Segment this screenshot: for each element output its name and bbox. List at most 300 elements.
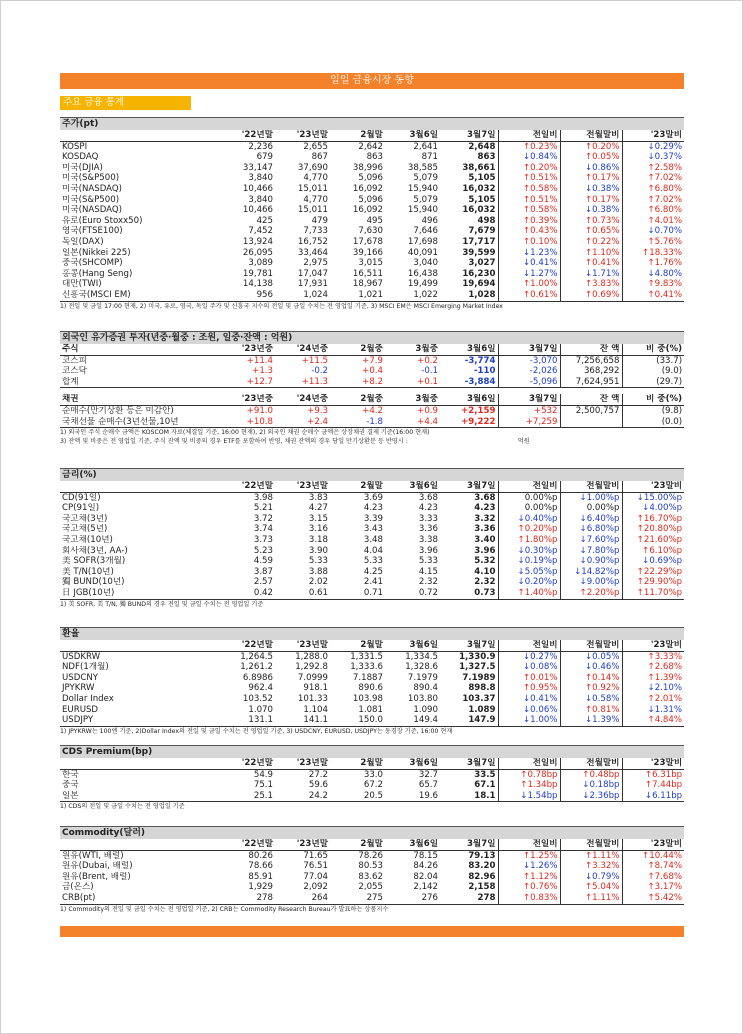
cell-value: 149.4 [385, 715, 440, 726]
cell-value: 150.0 [330, 715, 385, 726]
cell-value: 1,929 [248, 882, 273, 893]
cell-value: (0.0) [622, 417, 684, 428]
cell-value: 16,032 [462, 205, 496, 216]
column-header: '23년말 [275, 130, 330, 141]
cell-value: 276 [385, 893, 440, 904]
cell-value: ↓0.46% [560, 662, 622, 673]
column-header: 잔 액 [560, 344, 622, 355]
cell-value: 1,333.6 [350, 662, 383, 673]
cell-value: ↑1.80%p [498, 535, 560, 546]
row-label: 영국(FTSE100) [62, 226, 123, 237]
cell-value: 4.25 [363, 566, 383, 577]
cell-value: ↓0.79% [560, 872, 622, 883]
table-row [60, 216, 684, 227]
cell-value: ↓0.29% [622, 141, 684, 152]
table-row [60, 163, 684, 174]
row-label: 유로(Euro Stoxx50) [62, 215, 143, 226]
section-subtitle: 주요 금융 통계 [60, 96, 191, 110]
cell-value: -1.8 [330, 417, 385, 428]
cell-value: 2.41 [363, 577, 383, 588]
cell-value: 7,630 [358, 226, 383, 237]
cell-value: 19,781 [242, 268, 273, 279]
foreign-table [60, 331, 684, 428]
column-header [60, 839, 220, 850]
column-header: '22년말 [220, 481, 275, 492]
cell-value: 1,028 [440, 290, 498, 301]
cell-value: 278 [220, 893, 275, 904]
cell-value: 80.26 [248, 850, 273, 861]
cell-value: 1,264.5 [240, 651, 273, 662]
cell-value: 131.1 [220, 715, 275, 726]
column-header: 전일비 [498, 839, 560, 850]
table-row [60, 546, 684, 557]
cell-value: +8.2 [330, 377, 385, 388]
cell-value: 3.88 [308, 566, 328, 577]
cell-value: ↑0.95% [498, 683, 560, 694]
cell-value: 147.9 [440, 715, 498, 726]
cell-value: ↑10.44% [622, 850, 684, 861]
row-label: 원유(WTI, 배럴) [62, 850, 124, 861]
cell-value: 5,079 [413, 194, 438, 205]
table-row [60, 651, 684, 662]
column-header: '23년말 [275, 481, 330, 492]
row-label: 美 T/N(10년) [62, 566, 114, 577]
cell-value: 1,261.2 [240, 662, 273, 673]
cell-value: 1,021 [330, 290, 385, 301]
cell-value: ↑20.80%p [622, 524, 684, 535]
column-header: 2월말 [330, 640, 385, 651]
cell-value: ↑0.81% [560, 705, 622, 716]
cell-value: ↑0.05% [560, 152, 622, 163]
table-row [60, 355, 684, 366]
column-header: 전월말비 [560, 758, 622, 769]
row-label: 국고채(10년) [62, 534, 113, 545]
column-header [60, 640, 220, 651]
table-row [60, 861, 684, 872]
cell-value: 40,091 [407, 247, 438, 258]
cell-value: 6.8986 [242, 672, 273, 683]
cell-value: 15,011 [297, 205, 328, 216]
cell-value: 5.33 [363, 556, 383, 567]
cell-value: 10,466 [242, 205, 273, 216]
cell-value: ↑0.83% [498, 893, 560, 904]
cell-value: 1,331.5 [350, 651, 383, 662]
cell-value: ↓0.38% [560, 184, 622, 195]
cell-value: 4.23 [418, 503, 438, 514]
cell-value: 3.38 [418, 534, 438, 545]
row-label: 日 JGB(10년) [60, 588, 220, 599]
row-label: 국고채(5년) [62, 524, 108, 535]
row-label: 독일(DAX) [62, 236, 104, 247]
cell-value: 15,011 [297, 183, 328, 194]
cell-value: ↑1.11% [560, 850, 622, 861]
cell-value: 79.13 [468, 850, 496, 861]
cell-value: 1,334.5 [405, 651, 438, 662]
row-label: CD(91일) [62, 492, 101, 503]
cell-value: 39,599 [462, 247, 496, 258]
cell-value: ↓0.20%p [498, 577, 560, 588]
cell-value: ↑0.51% [498, 173, 560, 184]
cell-value: 0.42 [220, 588, 275, 599]
column-header: 비 중(%) [622, 344, 684, 355]
table-row [60, 503, 684, 514]
cell-value: 39,166 [352, 247, 383, 258]
cell-value: 3.96 [474, 545, 496, 556]
column-header: 전일비 [498, 130, 560, 141]
cell-value: ↑1.25% [498, 850, 560, 861]
row-label: CRB(pt) [60, 893, 220, 904]
cell-value: 54.9 [253, 769, 273, 780]
table-row [60, 290, 684, 301]
cell-value: +4.2 [362, 405, 383, 416]
cell-value: 3,027 [468, 258, 496, 269]
rates-table-container [60, 468, 684, 609]
cell-value: ↑1.00% [498, 279, 560, 290]
cell-value: ↓7.80%p [560, 546, 622, 557]
table-row [60, 269, 684, 280]
cell-value: -5,096 [498, 377, 560, 388]
cell-value: 7.1979 [407, 672, 438, 683]
cell-value: ↑2.68% [622, 662, 684, 673]
cell-value: ↓0.84% [498, 152, 560, 163]
cell-value: ↑11.70%p [622, 588, 684, 599]
cell-value: 17,698 [407, 236, 438, 247]
cds-section [60, 745, 684, 811]
cell-value: 5,079 [413, 173, 438, 184]
cell-value: ↑2.01% [622, 694, 684, 705]
cell-value: 82.96 [468, 871, 496, 882]
column-header: '22년말 [220, 839, 275, 850]
cell-value: 898.8 [468, 683, 496, 694]
stock-title: 주가(pt) [60, 118, 684, 131]
stock-table [60, 117, 684, 302]
cell-value: ↑0.76% [498, 882, 560, 893]
cell-value: ↑7.44bp [622, 780, 684, 791]
cell-value: +0.4 [362, 366, 383, 377]
row-label: 홍콩(Hang Seng) [62, 268, 133, 279]
cell-value: 3.98 [253, 492, 273, 503]
cell-value: ↑0.43% [498, 226, 560, 237]
cell-value: 890.4 [413, 683, 438, 694]
fx-title: 환율 [60, 628, 684, 641]
column-header: 2월말 [330, 758, 385, 769]
cell-value: ↓1.54bp [498, 791, 560, 802]
cell-value: ↑3.32% [560, 861, 622, 872]
cell-value: 3.32 [474, 513, 496, 524]
column-header: '23말비 [622, 640, 684, 651]
column-header: 2월말 [330, 839, 385, 850]
cell-value: 2,158 [468, 882, 496, 893]
cell-value: +11.4 [246, 355, 273, 366]
table-row [60, 694, 684, 705]
cell-value: ↑0.58% [498, 184, 560, 195]
cell-value: 17,931 [297, 279, 328, 290]
cell-value: ↓1.27% [498, 269, 560, 280]
cell-value: ↑2.58% [622, 163, 684, 174]
cell-value: 425 [256, 215, 273, 226]
bottom-bar [60, 926, 684, 937]
cell-value: ↓1.71% [560, 269, 622, 280]
cell-value: 275 [330, 893, 385, 904]
cell-value: ↑3.33% [622, 651, 684, 662]
cell-value: ↓7.60%p [560, 535, 622, 546]
cell-value: 3.72 [253, 513, 273, 524]
commodity-table [60, 826, 684, 905]
row-label: NDF(1개월) [62, 662, 109, 673]
cell-value: 7.0999 [297, 672, 328, 683]
cell-value: 85.91 [248, 871, 273, 882]
cell-value: ↓1.26% [498, 861, 560, 872]
table-row [60, 673, 684, 684]
cell-value: ↓6.40%p [560, 514, 622, 525]
table-row [60, 405, 684, 416]
footnote: 1) 美 SOFR, 美 T/N, 獨 BUND의 경우 전일 및 금일 수치는 전 영업일 기준 [60, 600, 264, 608]
footnote: 1) 전일 및 금일 17:00 현재, 2) 미국, 유로, 영국, 독일 주가 및 신흥국 지수의 전일 및 금일 수치는 전 영업일 기준, 3) MSCI EM은 MSCI Emerging Market Index [60, 302, 503, 310]
table-row [60, 567, 684, 578]
cell-value: ↑1.39% [622, 673, 684, 684]
column-header: 전일비 [498, 640, 560, 651]
table-row [60, 492, 684, 503]
column-header: '24년중 [275, 394, 330, 405]
cell-value: ↓0.08% [498, 662, 560, 673]
cell-value: 871 [421, 152, 438, 163]
cell-value: 16,511 [352, 268, 383, 279]
cell-value: +2,159 [461, 405, 496, 416]
table-row [60, 780, 684, 791]
cell-value: +10.8 [220, 417, 275, 428]
cell-value: 27.2 [308, 769, 328, 780]
footnote: 1) Commodity의 전일 및 금일 수치는 전 영업일 기준, 2) CRB는 Commodity Research Bureau가 발표하는 상품지수 [60, 905, 389, 913]
cell-value: 2,092 [303, 882, 328, 893]
cell-value: 264 [275, 893, 330, 904]
cell-value: 37,690 [297, 162, 328, 173]
cell-value: ↑7.68% [622, 872, 684, 883]
cell-value: 16,230 [462, 268, 496, 279]
column-header: 3월7일 [440, 839, 498, 850]
table-row [60, 366, 684, 377]
cell-value: ↑1.10% [560, 248, 622, 259]
cell-value: ↑0.48bp [560, 769, 622, 780]
cell-value: 4,770 [303, 194, 328, 205]
cell-value: 18,967 [352, 279, 383, 290]
column-header: 3월7일 [440, 758, 498, 769]
cell-value: ↑4.84% [622, 715, 684, 726]
cell-value: 2.32 [474, 577, 496, 588]
cell-value: ↓0.27% [498, 651, 560, 662]
cell-value: ↑6.10%p [622, 546, 684, 557]
cell-value: 3,015 [358, 258, 383, 269]
cell-value: ↓0.06% [498, 705, 560, 716]
cell-value: ↑1.12% [498, 872, 560, 883]
cell-value: 7.1887 [352, 672, 383, 683]
cell-value: ↓0.40%p [498, 514, 560, 525]
cell-value: 32.7 [418, 769, 438, 780]
bond-header-row [60, 394, 684, 405]
cell-value: 16,752 [297, 236, 328, 247]
column-header: 채권 [60, 394, 220, 405]
column-header: 2월중 [330, 344, 385, 355]
cell-value: 33.0 [363, 769, 383, 780]
row-label: 美 SOFR(3개월) [62, 556, 126, 567]
cell-value: 1,024 [275, 290, 330, 301]
fx-table-container [60, 627, 684, 736]
cell-value: 3.16 [308, 524, 328, 535]
cell-value: 78.15 [413, 850, 438, 861]
cell-value: ↓2.10% [622, 683, 684, 694]
column-header: 3월중 [385, 344, 440, 355]
row-label: 獨 BUND(10년) [62, 577, 125, 588]
cell-value: 103.37 [462, 693, 496, 704]
row-label: 일본(Nikkei 225) [62, 247, 131, 258]
row-label: 회사채(3년, AA-) [62, 545, 128, 556]
column-header: '22년말 [220, 758, 275, 769]
cell-value: 1,288.0 [295, 651, 328, 662]
cell-value: (9.0) [622, 366, 684, 377]
table-row [60, 662, 684, 673]
cell-value: ↑29.90%p [622, 577, 684, 588]
cell-value: +91.0 [246, 405, 273, 416]
cell-value: 0.71 [330, 588, 385, 599]
row-label: CP(91일) [62, 503, 100, 514]
column-header: 2월중 [330, 394, 385, 405]
cell-value: 4.27 [308, 503, 328, 514]
cell-value: -3,774 [464, 355, 496, 366]
cell-value: 78.66 [248, 861, 273, 872]
cell-value: ↓9.00%p [560, 577, 622, 588]
row-label: USDJPY [60, 715, 220, 726]
cell-value: ↓14.82%p [560, 567, 622, 578]
cell-value: 2,142 [413, 882, 438, 893]
footnote [60, 437, 684, 446]
cell-value: ↑1.34bp [498, 780, 560, 791]
table-row [60, 258, 684, 269]
cell-value: -110 [473, 366, 496, 377]
footnote-text: 3) 잔액 및 비중은 전 영업일 기준, 주식 잔액 및 비중의 경우 ETF를 포함하여 반영, 채권 잔액의 경우 당일 만기상환분 등 반영시 : [60, 438, 408, 446]
cell-value: 78.26 [358, 850, 383, 861]
cell-value: 1.104 [303, 704, 328, 715]
cell-value: ↑2.20%p [560, 588, 622, 599]
cell-value: 80.53 [358, 861, 383, 872]
cell-value: ↓0.05% [560, 651, 622, 662]
table-row [60, 535, 684, 546]
cell-value: 67.2 [363, 780, 383, 791]
cell-value: 4.10 [474, 566, 496, 577]
cell-value: 20.5 [330, 791, 385, 802]
rates-title: 금리(%) [60, 469, 684, 482]
row-label: 신흥국(MSCI EM) [60, 290, 220, 301]
cell-value: 496 [421, 215, 438, 226]
table-row [60, 184, 684, 195]
row-label: 중국(SHCOMP) [62, 258, 123, 269]
cds-table [60, 745, 684, 802]
column-header: '22년말 [220, 130, 275, 141]
cell-value: 18.1 [440, 791, 498, 802]
stock-table-container [60, 117, 684, 311]
cell-value: 16,032 [462, 183, 496, 194]
row-label: KOSDAQ [62, 152, 99, 163]
cell-value: (33.7) [622, 355, 684, 366]
cell-value: 101.33 [297, 693, 328, 704]
cell-value: 103.80 [407, 693, 438, 704]
cell-value: ↓4.00%p [622, 503, 684, 514]
table-row [60, 514, 684, 525]
row-label: 합계 [60, 377, 220, 388]
cell-value: 863 [477, 152, 496, 163]
cell-value: ↑0.73% [560, 216, 622, 227]
cell-value: 0.00%p [498, 503, 560, 514]
cell-value: 19.6 [385, 791, 440, 802]
cell-value: ↓0.38% [560, 205, 622, 216]
column-header: 주식 [60, 344, 220, 355]
cell-value: ↓4.80% [622, 269, 684, 280]
cell-value: ↓0.41% [498, 258, 560, 269]
cell-value: -0.2 [311, 366, 328, 377]
row-label: 국고채(3년) [62, 513, 108, 524]
cell-value: ↑7.02% [622, 195, 684, 206]
row-label: 코스피 [62, 355, 87, 366]
cell-value [560, 417, 622, 428]
table-row [60, 248, 684, 259]
rates-table [60, 468, 684, 600]
column-header: 전월말비 [560, 481, 622, 492]
cell-value: ↑1.11% [560, 893, 622, 904]
column-header: '23년말 [275, 640, 330, 651]
cell-value: ↓2.36bp [560, 791, 622, 802]
cell-value: 3.39 [363, 513, 383, 524]
cell-value: 141.1 [275, 715, 330, 726]
cell-value: ↑16.70%p [622, 514, 684, 525]
cell-value: 16,092 [352, 205, 383, 216]
cell-value: ↑0.41% [622, 290, 684, 301]
cell-value: (9.8) [622, 405, 684, 416]
page-title: 일일 금융시장 동향 [60, 73, 684, 89]
cell-value: 1,022 [385, 290, 440, 301]
fx-section [60, 627, 684, 736]
cell-value: 38,996 [352, 162, 383, 173]
cell-value: 7.1989 [462, 672, 496, 683]
cell-value: 3.40 [474, 534, 496, 545]
cell-value: ↑0.61% [498, 290, 560, 301]
cell-value: ↓0.70% [622, 226, 684, 237]
cell-value: 890.6 [358, 683, 383, 694]
cell-value: 4.04 [363, 545, 383, 556]
row-label: 미국(S&P500) [62, 194, 120, 205]
cell-value: 1,328.6 [405, 662, 438, 673]
table-row [60, 893, 684, 904]
cell-value: ↑22.29%p [622, 567, 684, 578]
cell-value: 2.57 [253, 577, 273, 588]
cell-value: ↑8.74% [622, 861, 684, 872]
header-row [60, 130, 684, 141]
cell-value: ↑6.80% [622, 184, 684, 195]
cell-value: ↓6.11bp [622, 791, 684, 802]
cell-value: 15,940 [407, 205, 438, 216]
cell-value: (29.7) [622, 377, 684, 388]
column-header: 3월6일 [385, 839, 440, 850]
row-label: 국채선물 순매수(3년선물,10년 [60, 417, 220, 428]
cell-value: ↓0.18bp [560, 780, 622, 791]
cell-value: 2,500,757 [560, 405, 622, 416]
table-row [60, 279, 684, 290]
row-label: USDKRW [62, 651, 101, 662]
cell-value: ↓0.19%p [498, 556, 560, 567]
cell-value: ↑0.69% [560, 290, 622, 301]
cell-value: 918.1 [303, 683, 328, 694]
cell-value: 24.2 [275, 791, 330, 802]
row-label: 순매수(만기상환 등은 미감안) [62, 405, 174, 416]
cell-value: ↓0.58% [560, 694, 622, 705]
table-row [60, 377, 684, 388]
